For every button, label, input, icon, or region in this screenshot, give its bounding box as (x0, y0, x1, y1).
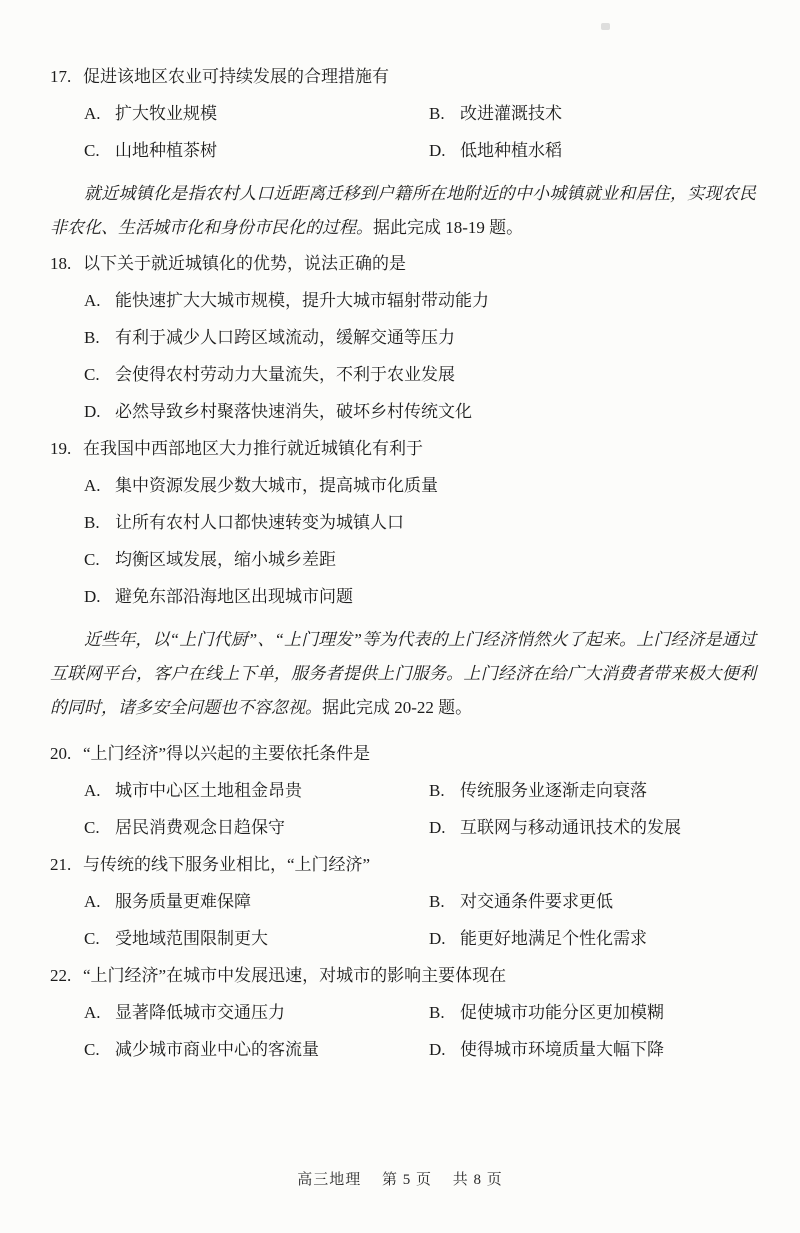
question-21-stem: 与传统的线下服务业相比，“上门经济” (83, 855, 371, 874)
option-20-d (395, 809, 756, 846)
option-18-a-text: 能快速扩大大城市规模，提升大城市辐射带动能力 (115, 291, 489, 310)
passage-20-22 (50, 623, 756, 725)
option-21-d-label: D. (429, 929, 446, 948)
option-22-d (395, 1031, 756, 1068)
option-17-d-text: 低地种植水稻 (460, 141, 562, 160)
question-22-options (50, 994, 756, 1068)
option-17-b (395, 95, 756, 132)
option-22-c-text: 减少城市商业中心的客流量 (115, 1040, 319, 1059)
option-19-d-text: 避免东部沿海地区出现城市问题 (115, 587, 353, 606)
page-footer (0, 1168, 800, 1189)
option-18-d (50, 393, 756, 430)
question-19-number: 19. (50, 439, 72, 458)
option-20-c-label: C. (84, 818, 100, 837)
option-22-a (50, 994, 395, 1031)
option-21-a-label: A. (84, 892, 101, 911)
question-17-options (50, 95, 756, 169)
option-22-d-label: D. (429, 1040, 446, 1059)
question-22-stem-row (50, 957, 756, 994)
option-19-b (50, 504, 756, 541)
option-19-c-label: C. (84, 550, 100, 569)
option-21-a-text: 服务质量更难保障 (115, 892, 251, 911)
option-21-b-text: 对交通条件要求更低 (460, 892, 613, 911)
question-19-options (50, 467, 756, 615)
option-22-b (395, 994, 756, 1031)
option-19-c-text: 均衡区域发展，缩小城乡差距 (115, 550, 336, 569)
option-18-b-label: B. (84, 328, 100, 347)
question-18-options (50, 282, 756, 430)
option-21-d-text: 能更好地满足个性化需求 (460, 929, 647, 948)
passage-20-22-text: 近些年，以“上门代厨”、“上门理发”等为代表的上门经济悄然火了起来。上门经济是通过互联网平台，客户在线上下单，服务者提供上门服务。上门经济在给广大消费者带来极大便利的同时，诸多安全问题也不容忽视。 (50, 630, 756, 717)
option-21-c (50, 920, 395, 957)
option-20-a-label: A. (84, 781, 101, 800)
option-21-a (50, 883, 395, 920)
passage-18-19-instruction: 据此完成 18-19 题。 (373, 218, 524, 237)
option-19-b-label: B. (84, 513, 100, 532)
option-20-b-label: B. (429, 781, 445, 800)
scan-smudge-mark (601, 23, 610, 30)
option-22-c-label: C. (84, 1040, 100, 1059)
option-22-b-text: 促使城市功能分区更加模糊 (460, 1003, 664, 1022)
question-17-stem-row (50, 58, 756, 95)
question-21-number: 21. (50, 855, 72, 874)
question-22-stem: “上门经济”在城市中发展迅速，对城市的影响主要体现在 (83, 966, 507, 985)
option-17-d (395, 132, 756, 169)
question-18 (50, 245, 756, 430)
option-19-d (50, 578, 756, 615)
passage-18-19-text: 就近城镇化是指农村人口近距离迁移到户籍所在地附近的中小城镇就业和居住，实现农民非农化、生活城市化和身份市民化的过程。 (50, 184, 756, 237)
option-22-b-label: B. (429, 1003, 445, 1022)
option-17-c-label: C. (84, 141, 100, 160)
question-20-stem: “上门经济”得以兴起的主要依托条件是 (83, 744, 371, 763)
question-19 (50, 430, 756, 615)
question-20-stem-row (50, 735, 756, 772)
option-17-a (50, 95, 395, 132)
option-21-d (395, 920, 756, 957)
option-18-b-text: 有利于减少人口跨区域流动，缓解交通等压力 (115, 328, 455, 347)
question-18-number: 18. (50, 254, 72, 273)
option-17-b-text: 改进灌溉技术 (460, 104, 562, 123)
question-21 (50, 846, 756, 957)
option-19-a-text: 集中资源发展少数大城市，提高城市化质量 (115, 476, 438, 495)
footer-course-label: 高三地理 (297, 1172, 362, 1188)
option-17-a-text: 扩大牧业规模 (115, 104, 217, 123)
question-17-number: 17. (50, 67, 72, 86)
option-19-c (50, 541, 756, 578)
option-20-c (50, 809, 395, 846)
question-18-stem-row (50, 245, 756, 282)
option-19-b-text: 让所有农村人口都快速转变为城镇人口 (115, 513, 404, 532)
question-18-stem: 以下关于就近城镇化的优势，说法正确的是 (83, 254, 406, 273)
footer-page-number: 第 5 页 (381, 1172, 432, 1188)
option-17-d-label: D. (429, 141, 446, 160)
question-19-stem-row (50, 430, 756, 467)
option-20-a (50, 772, 395, 809)
option-22-a-text: 显著降低城市交通压力 (115, 1003, 285, 1022)
passage-18-19 (50, 177, 756, 245)
question-20-options (50, 772, 756, 846)
option-21-b-label: B. (429, 892, 445, 911)
option-21-c-label: C. (84, 929, 100, 948)
option-21-b (395, 883, 756, 920)
option-17-c (50, 132, 395, 169)
option-18-d-label: D. (84, 402, 101, 421)
option-21-c-text: 受地域范围限制更大 (115, 929, 268, 948)
passage-20-22-instruction: 据此完成 20-22 题。 (322, 698, 473, 717)
option-22-a-label: A. (84, 1003, 101, 1022)
option-18-a-label: A. (84, 291, 101, 310)
question-21-options (50, 883, 756, 957)
option-20-b-text: 传统服务业逐渐走向衰落 (460, 781, 647, 800)
option-18-b (50, 319, 756, 356)
question-21-stem-row (50, 846, 756, 883)
option-22-c (50, 1031, 395, 1068)
option-22-d-text: 使得城市环境质量大幅下降 (460, 1040, 664, 1059)
option-17-a-label: A. (84, 104, 101, 123)
option-18-d-text: 必然导致乡村聚落快速消失，破坏乡村传统文化 (115, 402, 472, 421)
footer-total-pages: 共 8 页 (452, 1172, 503, 1188)
option-18-c-text: 会使得农村劳动力大量流失，不利于农业发展 (115, 365, 455, 384)
question-22 (50, 957, 756, 1068)
question-20 (50, 735, 756, 846)
question-17 (50, 58, 756, 169)
option-18-a (50, 282, 756, 319)
option-20-a-text: 城市中心区土地租金昂贵 (115, 781, 302, 800)
option-20-d-label: D. (429, 818, 446, 837)
question-20-number: 20. (50, 744, 72, 763)
option-17-c-text: 山地种植茶树 (115, 141, 217, 160)
question-19-stem: 在我国中西部地区大力推行就近城镇化有利于 (83, 439, 423, 458)
option-19-a-label: A. (84, 476, 101, 495)
exam-page-content (50, 58, 756, 1068)
option-18-c (50, 356, 756, 393)
option-20-c-text: 居民消费观念日趋保守 (115, 818, 285, 837)
option-19-d-label: D. (84, 587, 101, 606)
option-17-b-label: B. (429, 104, 445, 123)
option-20-b (395, 772, 756, 809)
question-17-stem: 促进该地区农业可持续发展的合理措施有 (83, 67, 389, 86)
question-22-number: 22. (50, 966, 72, 985)
option-18-c-label: C. (84, 365, 100, 384)
option-19-a (50, 467, 756, 504)
option-20-d-text: 互联网与移动通讯技术的发展 (460, 818, 681, 837)
